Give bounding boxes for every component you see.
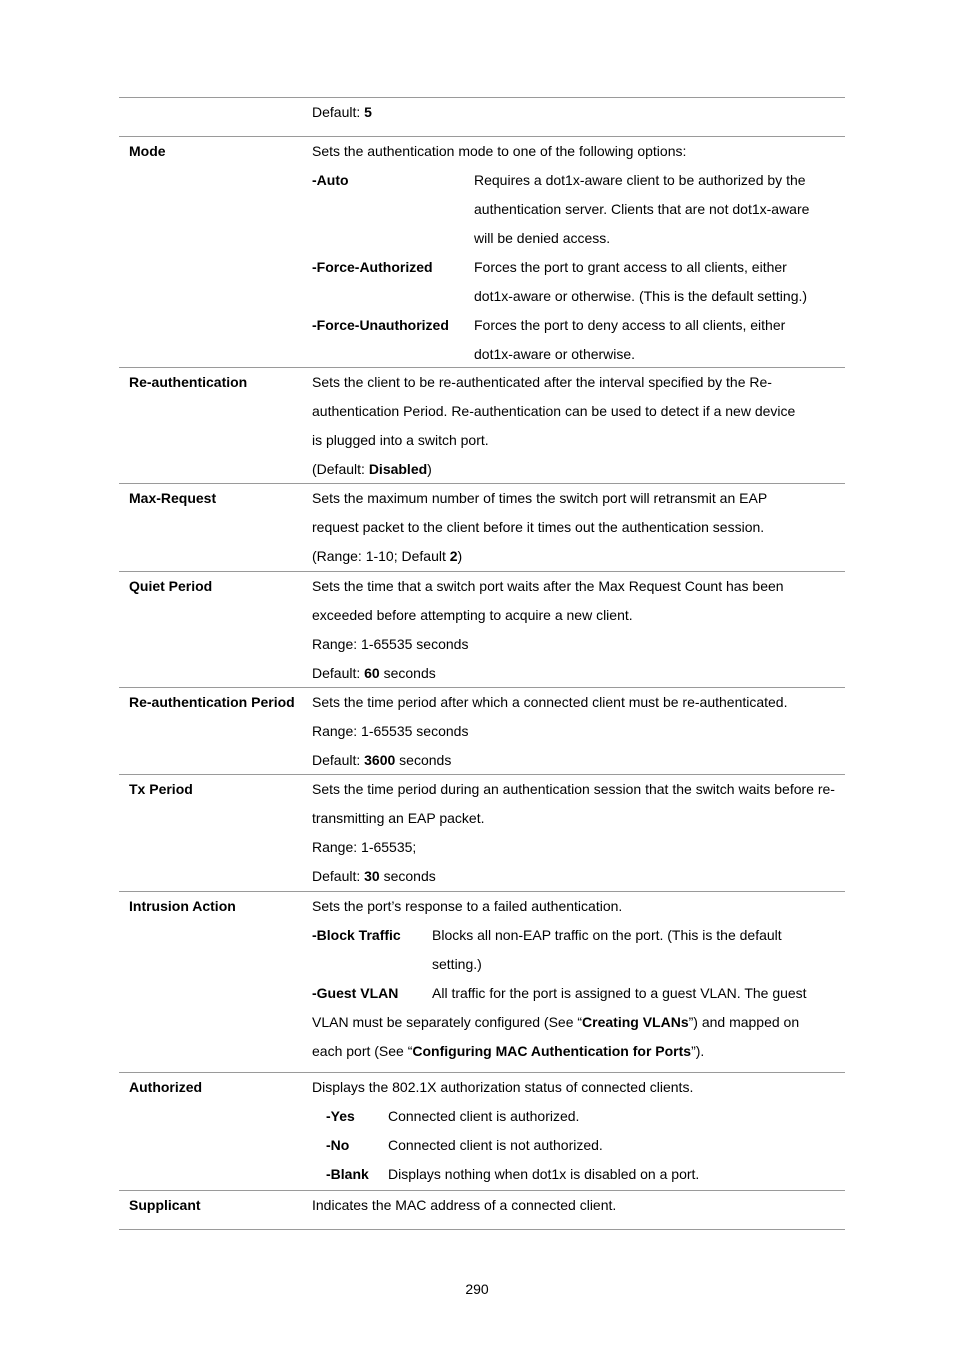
param-desc: Indicates the MAC address of a connected client. xyxy=(312,1197,617,1213)
param-desc: Sets the authentication mode to one of the following options: -Auto Requires a dot1x-aware client to be authorized by the authentication server. Clients that are not dot1x-aware will be denied access. -Force-Authorized Forces the port to grant access to all clients, either dot1x-aware or otherwise. (This is the default setting.) -Force-Unauthorized Forces the port to deny access to all clients, either dot1x-aware or otherwise. xyxy=(312,137,845,367)
param-label: Intrusion Action xyxy=(129,898,236,914)
table-row-authorized xyxy=(119,1072,845,1190)
param-desc: Sets the maximum number of times the switch port will retransmit an EAP request packet to the client before it times out the authentication session. (Range: 1-10; Default 2) xyxy=(312,490,767,564)
parameter-table xyxy=(119,97,845,1230)
table-row-max-request xyxy=(119,483,845,571)
param-desc: Displays the 802.1X authorization status of connected clients. -Yes Connected client is authorized. -No Connected client is not authorized. -Blank Displays nothing when dot1x is disabled on a port. xyxy=(312,1073,845,1190)
intrusion-option: -Guest VLAN All traffic for the port is assigned to a guest VLAN. The guest VLAN must be separately configured (See “Creating VLANs”) and mapped on each port (See “Configuring MAC Authentication for Ports”). xyxy=(312,985,807,1059)
param-desc: Sets the client to be re-authenticated after the interval specified by the Re-authentication Period. Re-authentication can be used to detect if a new device is plugged into a switch port. (Default: Disabled) xyxy=(312,374,796,477)
param-label: Tx Period xyxy=(129,781,193,797)
table-row-mode xyxy=(119,136,845,367)
param-label: Quiet Period xyxy=(129,578,213,594)
param-label: Mode xyxy=(129,143,166,159)
table-row-quiet-period xyxy=(119,571,845,687)
param-label xyxy=(119,98,312,136)
mode-option: -Force-Unauthorized Forces the port to deny access to all clients, either dot1x-aware or otherwise. xyxy=(312,317,786,362)
param-label: Max-Request xyxy=(129,490,217,506)
table-row xyxy=(119,97,845,136)
table-row-tx-period xyxy=(119,774,845,891)
table-row-reauth xyxy=(119,367,845,483)
param-label: Supplicant xyxy=(129,1197,201,1213)
param-desc: Sets the time period after which a connected client must be re-authenticated. Range: 1-65535 seconds Default: 3600 seconds xyxy=(312,694,788,768)
page-number: 290 xyxy=(465,1281,489,1297)
authorized-option: -Blank Displays nothing when dot1x is disabled on a port. xyxy=(326,1166,700,1182)
authorized-option: -No Connected client is not authorized. xyxy=(326,1137,603,1153)
param-label: Authorized xyxy=(129,1079,203,1095)
authorized-option: -Yes Connected client is authorized. xyxy=(326,1108,580,1124)
table-row-intrusion-action xyxy=(119,891,845,1072)
mode-option: -Force-Authorized Forces the port to grant access to all clients, either dot1x-aware or otherwise. (This is the default setting.) xyxy=(312,259,808,304)
mode-option: -Auto Requires a dot1x-aware client to be authorized by the authentication server. Clients that are not dot1x-aware will be denied access. xyxy=(312,172,810,246)
intrusion-option: -Block Traffic Blocks all non-EAP traffic on the port. (This is the default setting.) xyxy=(312,927,782,972)
param-desc: Sets the port’s response to a failed authentication. -Block Traffic Blocks all non-EAP traffic on the port. (This is the default setting.) -Guest VLAN All traffic for the port is assigned to a guest VLAN. The guest VLAN must be separately configured (See “Creating VLANs”) and mapped on each port (See “Configuring MAC Authentication for Ports”). xyxy=(312,892,845,1072)
param-desc: Sets the time period during an authentication session that the switch waits before re-transmitting an EAP packet. Range: 1-65535; Default: 30 seconds xyxy=(312,781,835,884)
param-desc: Default: 5 xyxy=(312,104,372,120)
param-desc: Sets the time that a switch port waits after the Max Request Count has been exceeded before attempting to acquire a new client. Range: 1-65535 seconds Default: 60 seconds xyxy=(312,578,784,681)
param-label: Re-authentication xyxy=(129,374,248,390)
table-row-reauth-period xyxy=(119,687,845,774)
table-row-supplicant xyxy=(119,1190,845,1230)
param-label: Re-authentication Period xyxy=(129,694,295,710)
